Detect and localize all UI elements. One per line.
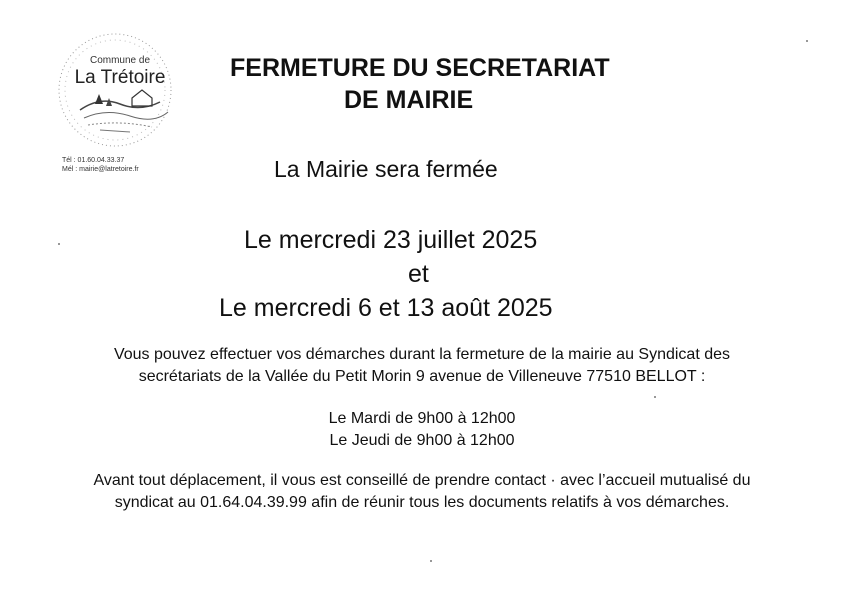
opening-hours [40, 408, 804, 452]
hours-tuesday: Le Mardi de 9h00 à 12h00 [328, 410, 516, 427]
advice-paragraph [40, 470, 804, 514]
closure-date-2: Le mercredi 6 et 13 août 2025 [219, 294, 553, 322]
logo-title: La Trétoire [74, 67, 166, 88]
alternative-office-line-2: secrétariats de la Vallée du Petit Morin 9 avenue de Villeneuve 77510 BELLOT : [138, 368, 706, 385]
alternative-office-line-1: Vous pouvez effectuer vos démarches durant la fermeture de la mairie au Syndicat des [113, 346, 731, 363]
advice-line-1: Avant tout déplacement, il vous est conseillé de prendre contact · avec l’accueil mutualisé du [93, 472, 751, 489]
commune-logo [40, 30, 190, 150]
logo-emblem [40, 30, 190, 150]
closure-conjunction: et [408, 260, 429, 288]
closure-intro: La Mairie sera fermée [274, 156, 498, 182]
scan-speck [654, 396, 656, 398]
contact-email: Mél : mairie@latretoire.fr [62, 166, 139, 173]
landscape-icon [80, 90, 168, 132]
logo-subtitle: Commune de [89, 55, 151, 66]
alternative-office-paragraph [40, 344, 804, 388]
hours-thursday: Le Jeudi de 9h00 à 12h00 [329, 432, 515, 449]
contact-phone: Tél : 01.60.04.33.37 [62, 157, 125, 164]
scan-speck [430, 560, 432, 562]
contact-block [62, 156, 182, 174]
advice-line-2: syndicat au 01.64.04.39.99 afin de réunir tous les documents relatifs à vos démarches. [114, 494, 730, 511]
closure-date-1: Le mercredi 23 juillet 2025 [244, 226, 538, 254]
scan-speck [58, 243, 60, 245]
title-line-1: FERMETURE DU SECRETARIAT [230, 54, 610, 82]
scan-speck [806, 40, 808, 42]
title-line-2: DE MAIRIE [344, 86, 474, 114]
